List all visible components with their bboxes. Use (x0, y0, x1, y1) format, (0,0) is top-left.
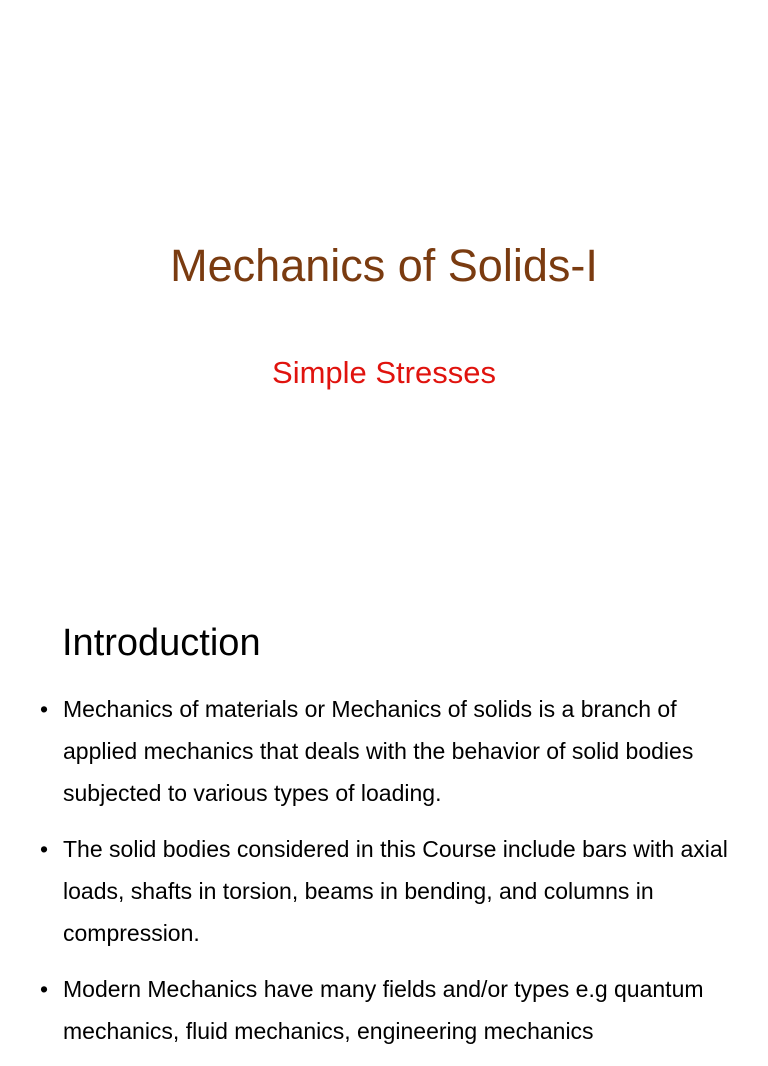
bullet-item (0, 968, 768, 1052)
bullet-icon: • (40, 696, 49, 722)
section-heading-introduction: Introduction (62, 622, 261, 664)
bullet-list (0, 688, 768, 1066)
bullet-item (0, 828, 768, 954)
bullet-text: Modern Mechanics have many fields and/or types e.g quantum mechanics, fluid mechanics, engineering mechanics (63, 976, 704, 1044)
slide-subtitle: Simple Stresses (272, 355, 496, 390)
slide-title: Mechanics of Solids-I (170, 240, 598, 291)
bullet-text: The solid bodies considered in this Course include bars with axial loads, shafts in torsion, beams in bending, and columns in compression. (63, 836, 728, 946)
bullet-item (0, 688, 768, 814)
bullet-text: Mechanics of materials or Mechanics of solids is a branch of applied mechanics that deals with the behavior of solid bodies subjected to various types of loading. (63, 696, 694, 806)
bullet-icon: • (40, 836, 49, 862)
bullet-icon: • (40, 976, 49, 1002)
